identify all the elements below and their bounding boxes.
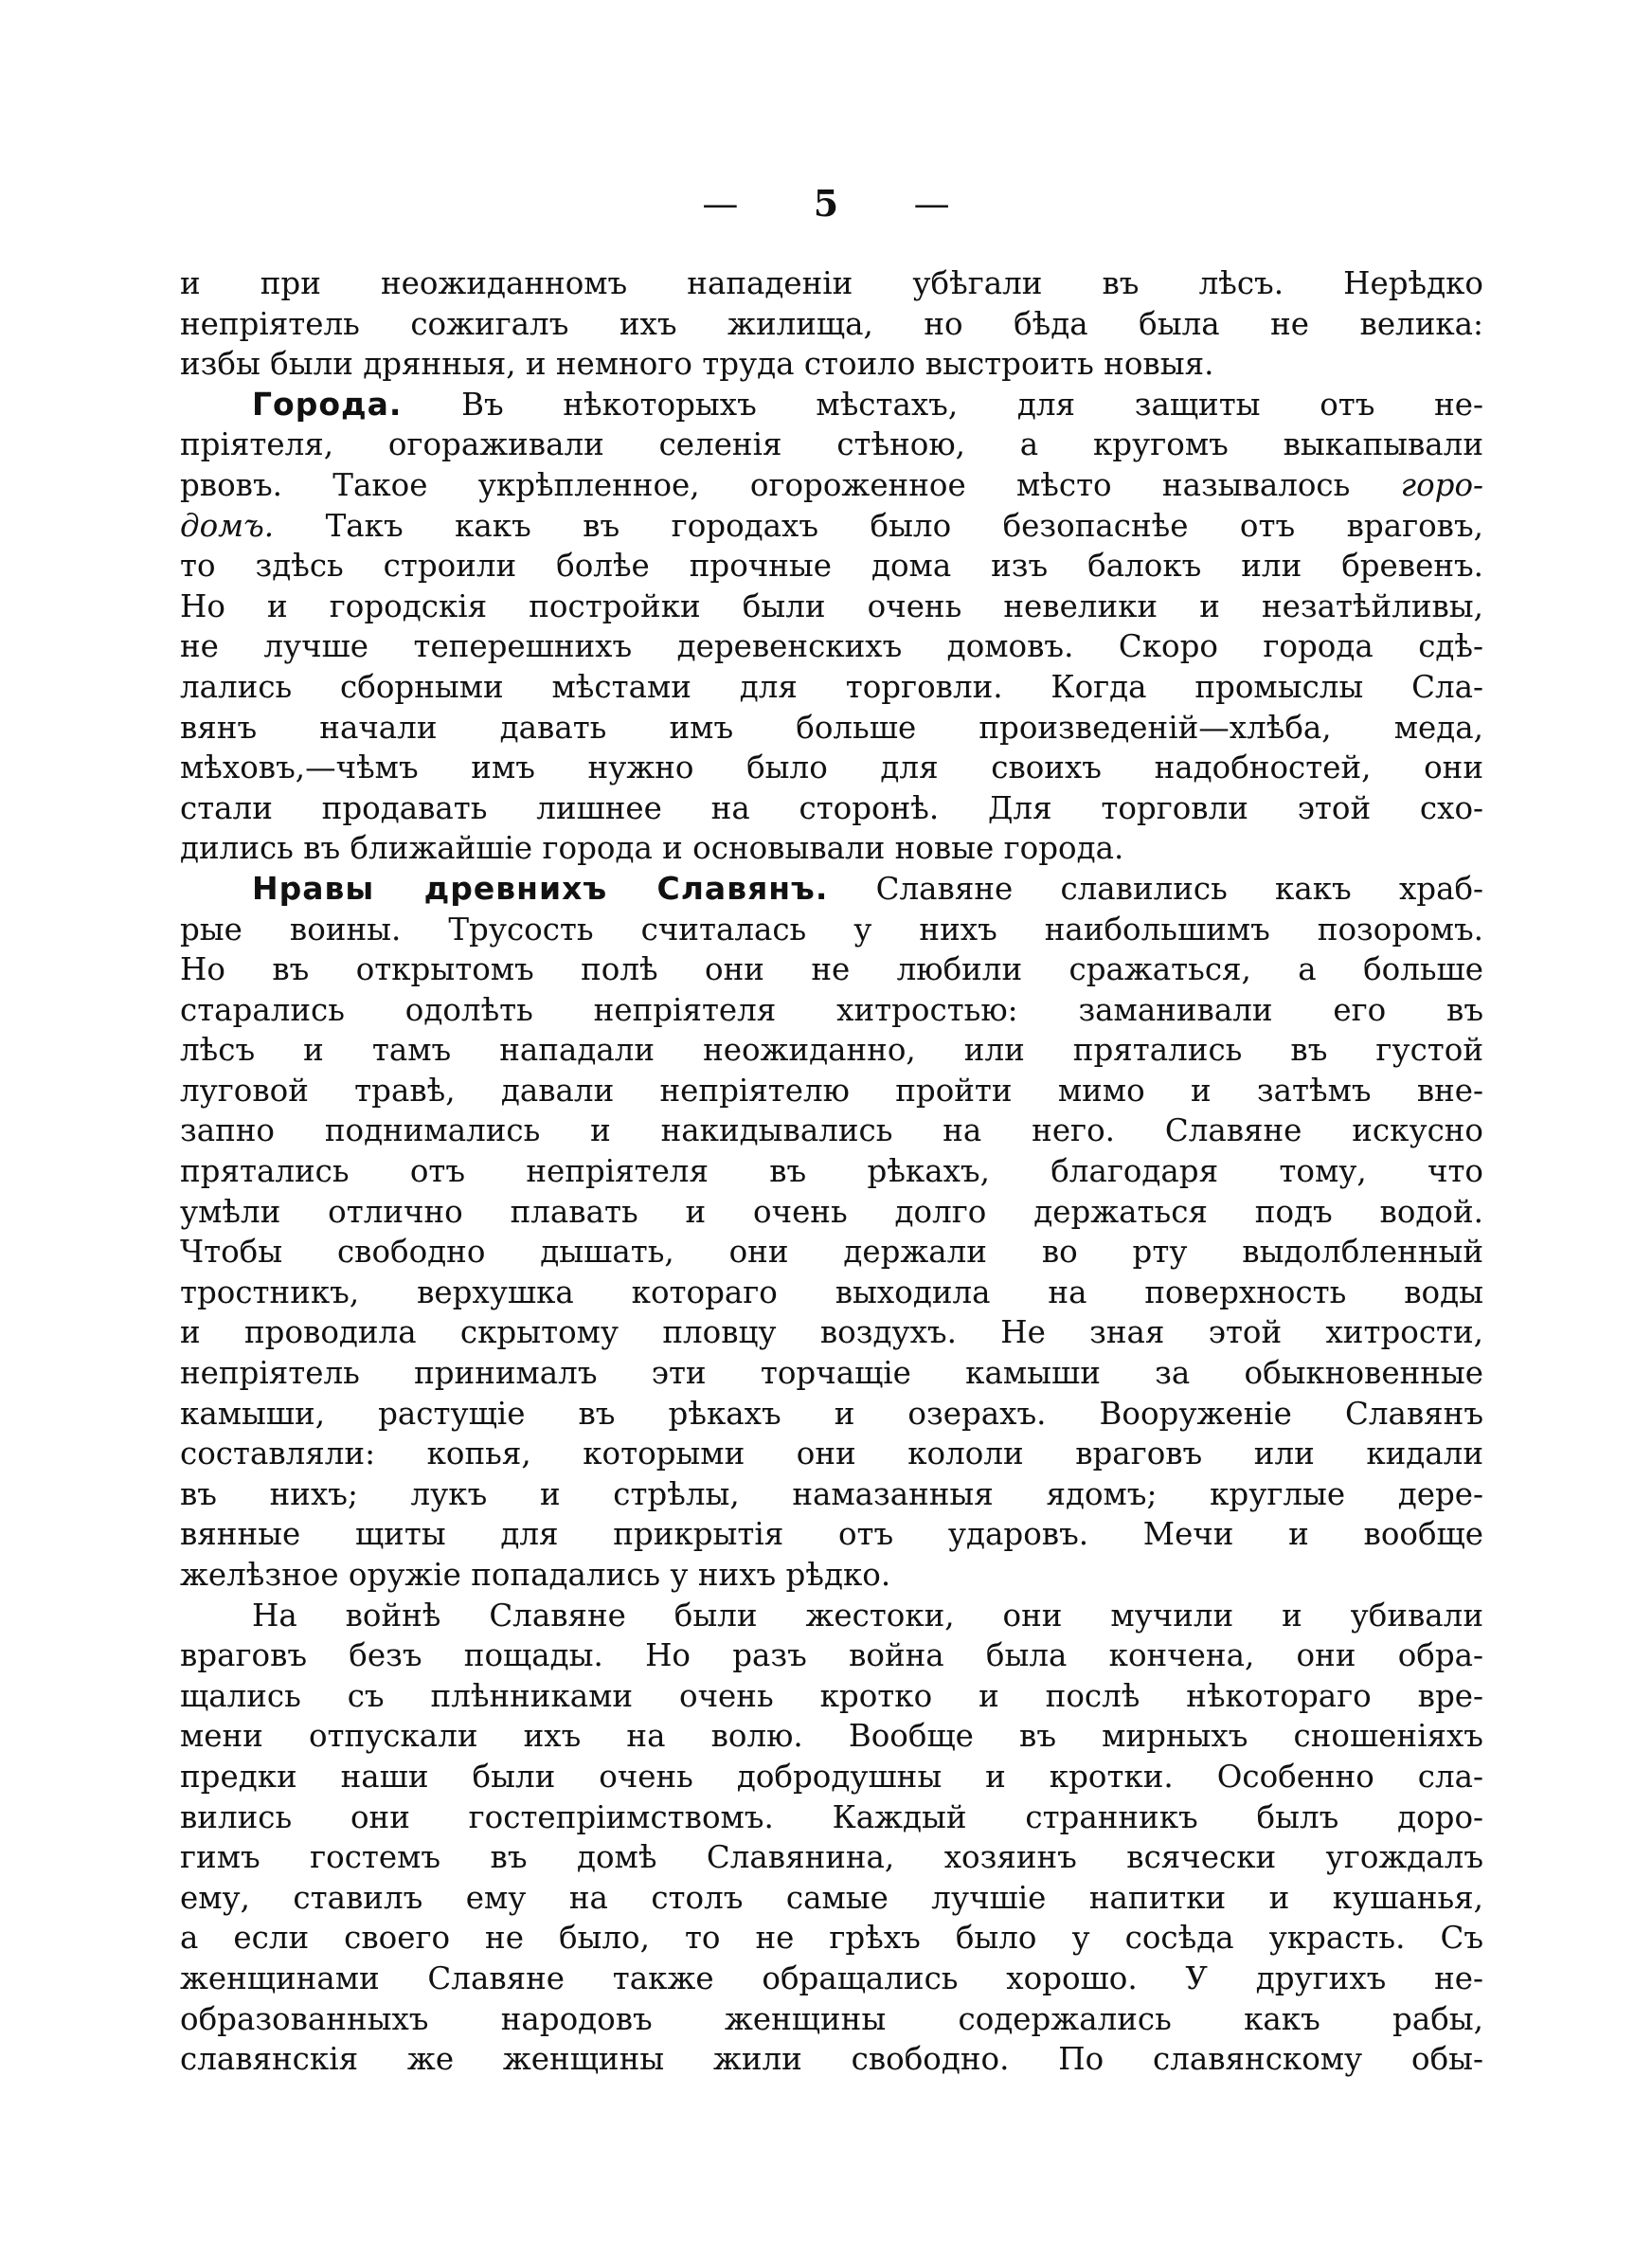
text-line: не лучше теперешнихъ деревенскихъ домовъ. Скоро города сдѣ- bbox=[180, 628, 1483, 665]
text-line: тростникъ, верхушка котораго выходила на поверхность воды bbox=[180, 1273, 1483, 1310]
text-line: пріятеля, огораживали селенія стѣною, а кругомъ выкапывали bbox=[180, 426, 1483, 463]
text-line: вились они гостепріимствомъ. Каждый странникъ былъ дорo- bbox=[180, 1798, 1483, 1835]
text-run: рвовъ. Такое укрѣпленное, огороженное мѣсто называлось bbox=[180, 466, 1351, 503]
text-line: предки наши были очень добродушны и кротки. Особенно сла- bbox=[180, 1758, 1483, 1795]
text-line: враговъ безъ пощады. Но разъ война была кончена, они обра- bbox=[180, 1637, 1483, 1674]
text-line: желѣзное оружіе попадались у нихъ рѣдко. bbox=[180, 1557, 891, 1593]
page-number: 5 bbox=[813, 182, 839, 225]
text-line bbox=[180, 506, 1483, 547]
text-run: Въ нѣкоторыхъ мѣстахъ, для защиты отъ не- bbox=[461, 386, 1483, 423]
text-line: образованныхъ народовъ женщины содержались какъ рабы, bbox=[180, 2000, 1483, 2037]
text-line: камыши, растущіе въ рѣкахъ и озерахъ. Вооруженіе Славянъ bbox=[180, 1395, 1483, 1432]
text-line: ему, ставилъ ему на столъ самые лучшіе напитки и кушанья, bbox=[180, 1879, 1483, 1916]
text-line: мѣховъ,—чѣмъ имъ нужно было для своихъ надобностей, они bbox=[180, 749, 1483, 786]
text-line: лѣсъ и тамъ нападали неожиданно, или прятались въ густой bbox=[180, 1032, 1483, 1069]
section-heading-cities: Города. bbox=[252, 385, 403, 423]
italic-term: домъ. bbox=[180, 507, 275, 544]
page-number-dash-left: — bbox=[702, 183, 739, 225]
text-line: Чтобы свободно дышать, они держали во рту выдолбленный bbox=[180, 1234, 1483, 1271]
text-line: славянскія же женщины жили свободно. По славянскому обы- bbox=[180, 2041, 1483, 2078]
text-line: дились въ ближайшіе города и основывали новые города. bbox=[180, 830, 1124, 867]
text-line: гимъ гостемъ въ домѣ Славянина, хозяинъ всячески угождалъ bbox=[180, 1839, 1483, 1876]
text-line: избы были дрянныя, и немного труда стоило выстроить новыя. bbox=[180, 346, 1214, 383]
text-line: въ нихъ; лукъ и стрѣлы, намазанныя ядомъ; круглые дере- bbox=[180, 1475, 1483, 1512]
text-line: а если своего не было, то не грѣхъ было у сосѣда украсть. Съ bbox=[180, 1920, 1483, 1957]
text-line bbox=[180, 465, 1483, 506]
text-line: мени отпускали ихъ на волю. Вообще въ мирныхъ сношеніяхъ bbox=[180, 1718, 1483, 1755]
text-line: луговой травѣ, давали непріятелю пройти мимо и затѣмъ вне- bbox=[180, 1072, 1483, 1109]
page-number-dash-right: — bbox=[913, 183, 950, 225]
section-heading-customs: Нравы древнихъ Славянъ. bbox=[252, 869, 829, 907]
text-run: Такъ какъ въ городахъ было безопаснѣе отъ враговъ, bbox=[325, 507, 1483, 544]
paragraph-start-line bbox=[180, 385, 1483, 425]
text-line: рые воины. Трусость считалась у нихъ наибольшимъ позоромъ. bbox=[180, 911, 1483, 948]
text-line: и проводила скрытому пловцу воздухъ. Не зная этой хитрости, bbox=[180, 1314, 1483, 1351]
text-line: непріятель принималъ эти торчащіе камыши за обыкновенные bbox=[180, 1355, 1483, 1392]
text-line: непріятель сожигалъ ихъ жилища, но бѣда была не велика: bbox=[180, 305, 1483, 342]
text-line: женщинами Славяне также обращались хорошо. У другихъ не- bbox=[180, 1959, 1483, 1996]
body-text bbox=[180, 263, 1483, 2080]
paragraph-start-line bbox=[180, 869, 1483, 910]
text-line: прятались отъ непріятеля въ рѣкахъ, благодаря тому, что bbox=[180, 1153, 1483, 1190]
page-number-header bbox=[0, 182, 1652, 225]
italic-term: горо- bbox=[1400, 466, 1483, 503]
text-line: умѣли отлично плавать и очень долго держаться подъ водой. bbox=[180, 1193, 1483, 1230]
text-line: Но въ открытомъ полѣ они не любили сражаться, а больше bbox=[180, 951, 1483, 988]
text-line: составляли: копья, которыми они кололи враговъ или кидали bbox=[180, 1435, 1483, 1472]
text-run: Славяне славились какъ храб- bbox=[875, 870, 1483, 907]
text-line: лались сборными мѣстами для торговли. Когда промыслы Сла- bbox=[180, 668, 1483, 705]
text-line: то здѣсь строили болѣе прочные дома изъ балокъ или бревенъ. bbox=[180, 548, 1483, 585]
text-line: и при неожиданномъ нападеніи убѣгали въ лѣсъ. Нерѣдко bbox=[180, 265, 1483, 301]
text-line: запно поднимались и накидывались на него. Славяне искусно bbox=[180, 1112, 1483, 1149]
text-line: щались съ плѣнниками очень кротко и послѣ нѣкотораго вре- bbox=[180, 1677, 1483, 1714]
paragraph-start-line: На войнѣ Славяне были жестоки, они мучили и убивали bbox=[252, 1597, 1483, 1634]
text-line: вянные щиты для прикрытія отъ ударовъ. Мечи и вообще bbox=[180, 1516, 1483, 1553]
text-line: стали продавать лишнее на сторонѣ. Для торговли этой схо- bbox=[180, 789, 1483, 826]
text-line: вянъ начали давать имъ больше произведеній—хлѣба, меда, bbox=[180, 709, 1483, 746]
text-line: старались одолѣть непріятеля хитростью: заманивали его въ bbox=[180, 991, 1483, 1028]
text-line: Но и городскія постройки были очень невелики и незатѣйливы, bbox=[180, 587, 1483, 624]
